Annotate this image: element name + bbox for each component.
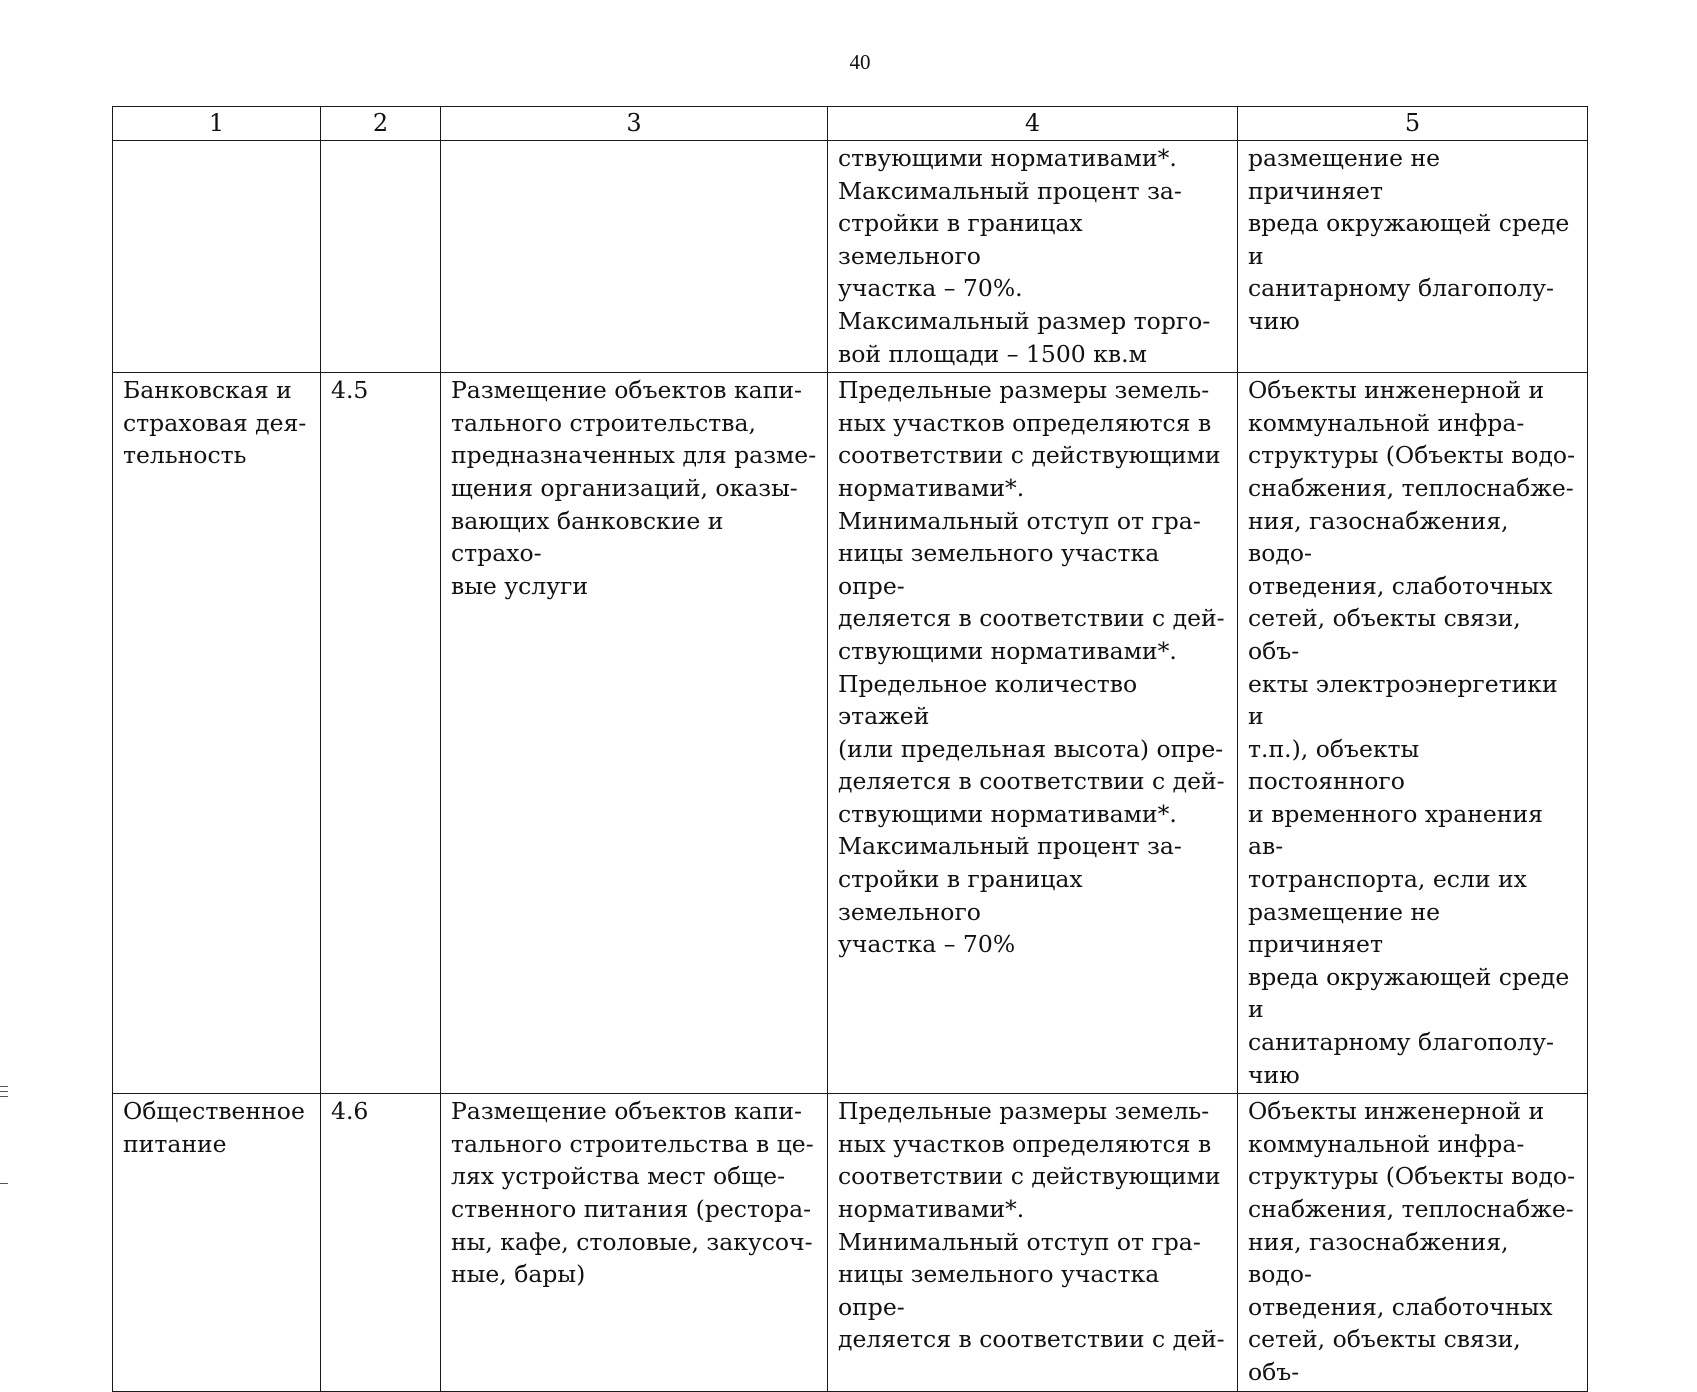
auxiliary-uses-cell: Объекты инженерной и коммунальной инфра- структуры (Объекты водо- снабжения, теплоснабже- ния, газоснабжения, водо- отведения, слаботочных сетей, объекты связи, объ- екты электроэнергетики и т.п.), объекты постоянного и временного хранения ав- тотранспорта, если их размещение не причиняет вреда окружающей среде и санитарному благополу- чию [1238, 373, 1588, 1094]
use-code-cell: 4.5 [321, 373, 441, 1094]
table-row [113, 141, 1588, 373]
use-name-cell [113, 141, 321, 373]
auxiliary-uses-cell: размещение не причиняет вреда окружающей среде и санитарному благополу- чию [1238, 141, 1588, 373]
column-header: 5 [1238, 107, 1588, 141]
use-description-cell: Размещение объектов капи- тального строительства в це- лях устройства мест обще- ственного питания (рестора- ны, кафе, столовые, закусоч- ные, бары) [441, 1094, 828, 1391]
use-name-cell: Банковская и страховая дея- тельность [113, 373, 321, 1094]
page-number: 40 [849, 50, 871, 74]
scan-edge-mark [0, 1091, 8, 1092]
use-description-cell: Размещение объектов капи- тального строительства, предназначенных для разме- щения организаций, оказы- вающих банковские и страхо- вые услуги [441, 373, 828, 1094]
table-row [113, 373, 1588, 1094]
parameters-cell: Предельные размеры земель- ных участков определяются в соответствии с действующими нормативами*. Минимальный отступ от гра- ницы земельного участка опре- деляется в соответствии с дей- [828, 1094, 1238, 1391]
table-header-row [113, 107, 1588, 141]
column-header: 3 [441, 107, 828, 141]
scan-edge-mark [0, 1086, 8, 1087]
column-header: 2 [321, 107, 441, 141]
use-code-cell: 4.6 [321, 1094, 441, 1391]
use-code-cell [321, 141, 441, 373]
use-name-cell: Общественное питание [113, 1094, 321, 1391]
parameters-cell: ствующими нормативами*. Максимальный процент за- стройки в границах земельного участка – 70%. Максимальный размер торго- вой площади – 1500 кв.м [828, 141, 1238, 373]
use-description-cell [441, 141, 828, 373]
parameters-cell: Предельные размеры земель- ных участков определяются в соответствии с действующими нормативами*. Минимальный отступ от гра- ницы земельного участка опре- деляется в соответствии с дей- ствующими нормативами*. Предельное количество этажей (или предельная высота) опре- деляется в соответствии с дей- ствующими нормативами*. Максимальный процент за- стройки в границах земельного участка – 70% [828, 373, 1238, 1094]
scan-edge-mark [0, 1096, 8, 1097]
column-header: 1 [113, 107, 321, 141]
scan-edge-mark [0, 1183, 8, 1184]
column-header: 4 [828, 107, 1238, 141]
auxiliary-uses-cell: Объекты инженерной и коммунальной инфра- структуры (Объекты водо- снабжения, теплоснабже- ния, газоснабжения, водо- отведения, слаботочных сетей, объекты связи, объ- [1238, 1094, 1588, 1391]
table-row [113, 1094, 1588, 1391]
regulations-table [112, 106, 1588, 1392]
